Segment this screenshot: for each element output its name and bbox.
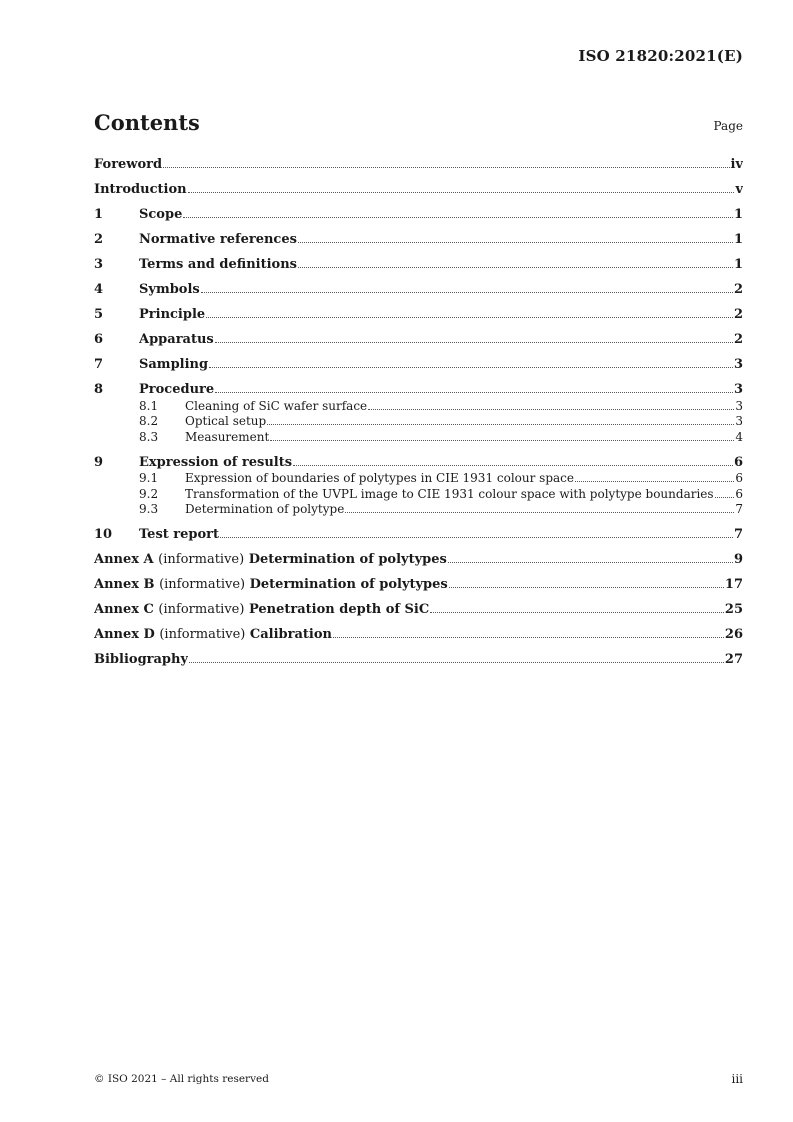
toc-subentry-9-2[interactable] bbox=[94, 487, 743, 503]
toc-entry-title: Introduction bbox=[94, 182, 187, 197]
clause-number: 3 bbox=[94, 257, 104, 272]
toc-entry-clause-9[interactable] bbox=[94, 453, 743, 472]
toc-subentry-page: 6 bbox=[735, 471, 743, 486]
toc-entry-page: 17 bbox=[724, 577, 743, 593]
toc-entry-page: 9 bbox=[733, 552, 743, 568]
toc-entry-page: 7 bbox=[733, 527, 743, 543]
annex-type: (informative) bbox=[158, 602, 245, 618]
toc-entry-clause-3[interactable] bbox=[94, 255, 743, 280]
toc-entry-title bbox=[94, 626, 332, 644]
clause-number: 10 bbox=[94, 527, 113, 543]
toc-subentry-8-3[interactable] bbox=[94, 430, 743, 453]
dot-leader bbox=[163, 166, 729, 168]
toc-entry-page: 1 bbox=[733, 207, 743, 222]
toc-entry-annex-d[interactable] bbox=[94, 625, 743, 650]
toc-subentry-9-1[interactable] bbox=[94, 471, 743, 487]
toc-entry-page: 3 bbox=[733, 382, 743, 397]
toc-entry-title: Bibliography bbox=[94, 652, 189, 668]
toc-entry-introduction[interactable] bbox=[94, 180, 743, 205]
subclause-number: 9.1 bbox=[139, 471, 159, 486]
dot-leader bbox=[188, 191, 735, 193]
clause-number: 4 bbox=[94, 282, 104, 297]
toc-entry-page: 2 bbox=[733, 307, 743, 322]
toc-entry-title bbox=[94, 601, 429, 619]
toc-entry-title: Principle bbox=[139, 307, 206, 322]
toc-entry-title: Scope bbox=[139, 207, 183, 222]
toc-entry-clause-2[interactable] bbox=[94, 230, 743, 255]
dot-leader bbox=[449, 586, 724, 588]
subclause-number: 8.2 bbox=[139, 414, 159, 429]
clause-number: 6 bbox=[94, 332, 104, 347]
toc-entry-page: 3 bbox=[733, 357, 743, 372]
toc-entry-annex-c[interactable] bbox=[94, 600, 743, 625]
toc-entry-title: Expression of results bbox=[139, 454, 293, 470]
annex-label: Annex A bbox=[94, 552, 154, 568]
toc-entry-title: Apparatus bbox=[139, 332, 214, 347]
subclause-number: 8.3 bbox=[139, 429, 159, 444]
toc-entry-page: iv bbox=[730, 157, 743, 172]
dot-leader bbox=[220, 536, 733, 538]
toc-entry-foreword[interactable] bbox=[94, 155, 743, 180]
toc-subentry-title: Expression of boundaries of polytypes in CIE 1931 colour space bbox=[185, 471, 574, 486]
annex-title: Penetration depth of SiC bbox=[248, 602, 430, 618]
toc-entry-page: 1 bbox=[733, 257, 743, 272]
annex-type: (informative) bbox=[159, 577, 246, 593]
dot-leader bbox=[448, 561, 733, 563]
annex-label: Annex C bbox=[94, 602, 154, 618]
toc-subentry-page: 3 bbox=[735, 414, 743, 429]
toc-entry-annex-b[interactable] bbox=[94, 575, 743, 600]
toc-entry-page: 26 bbox=[724, 627, 743, 643]
clause-number: 7 bbox=[94, 357, 104, 372]
dot-leader bbox=[209, 366, 733, 368]
subclause-number: 8.1 bbox=[139, 398, 159, 413]
toc-entry-page: 2 bbox=[733, 282, 743, 297]
toc-subentry-page: 7 bbox=[735, 502, 743, 517]
toc-entry-page: 6 bbox=[733, 454, 743, 470]
toc-entry-title: Normative references bbox=[139, 232, 297, 247]
toc-entry-title: Test report bbox=[139, 527, 220, 543]
toc-subentry-title: Optical setup bbox=[185, 414, 267, 429]
dot-leader bbox=[215, 341, 733, 343]
dot-leader bbox=[345, 511, 734, 513]
clause-number: 2 bbox=[94, 232, 104, 247]
dot-leader bbox=[298, 241, 733, 243]
toc-subentry-8-2[interactable] bbox=[94, 414, 743, 430]
toc-subentry-title: Measurement bbox=[185, 429, 270, 444]
dot-leader bbox=[430, 611, 724, 613]
annex-type: (informative) bbox=[159, 627, 246, 643]
toc-entry-clause-1[interactable] bbox=[94, 205, 743, 230]
toc-subentry-page: 4 bbox=[735, 429, 743, 444]
dot-leader bbox=[715, 496, 735, 498]
annex-label: Annex B bbox=[94, 577, 155, 593]
toc-entry-clause-6[interactable] bbox=[94, 330, 743, 355]
page-column-label: Page bbox=[713, 119, 743, 133]
annex-title: Determination of polytypes bbox=[248, 552, 447, 568]
toc-entry-title: Symbols bbox=[139, 282, 200, 297]
dot-leader bbox=[368, 408, 734, 410]
table-of-contents bbox=[94, 155, 743, 675]
toc-entry-annex-a[interactable] bbox=[94, 550, 743, 575]
toc-entry-page: 27 bbox=[724, 652, 743, 668]
annex-title: Determination of polytypes bbox=[249, 577, 448, 593]
dot-leader bbox=[267, 423, 734, 425]
dot-leader bbox=[206, 316, 733, 318]
toc-entry-title: Terms and definitions bbox=[139, 257, 297, 272]
toc-entry-clause-10[interactable] bbox=[94, 525, 743, 550]
dot-leader bbox=[293, 464, 733, 466]
dot-leader bbox=[183, 216, 733, 218]
toc-entry-title: Procedure bbox=[139, 382, 215, 397]
dot-leader bbox=[201, 291, 733, 293]
clause-number: 1 bbox=[94, 207, 104, 222]
toc-entry-page: 2 bbox=[733, 332, 743, 347]
dot-leader bbox=[298, 266, 733, 268]
copyright-notice: © ISO 2021 – All rights reserved bbox=[94, 1073, 269, 1085]
annex-label: Annex D bbox=[94, 627, 155, 643]
subclause-number: 9.2 bbox=[139, 486, 159, 501]
toc-subentry-9-3[interactable] bbox=[94, 502, 743, 525]
toc-entry-clause-7[interactable] bbox=[94, 355, 743, 380]
page-title: Contents bbox=[94, 110, 200, 135]
clause-number: 8 bbox=[94, 382, 104, 397]
toc-entry-clause-5[interactable] bbox=[94, 305, 743, 330]
toc-entry-title bbox=[94, 551, 447, 569]
toc-entry-page: 1 bbox=[733, 232, 743, 247]
toc-entry-title: Sampling bbox=[139, 357, 209, 372]
annex-title: Calibration bbox=[249, 627, 332, 643]
clause-number: 9 bbox=[94, 454, 104, 470]
dot-leader bbox=[575, 480, 734, 482]
dot-leader bbox=[333, 636, 724, 638]
toc-subentry-title: Determination of polytype bbox=[185, 502, 345, 517]
toc-subentry-page: 6 bbox=[735, 486, 743, 501]
subclause-number: 9.3 bbox=[139, 502, 159, 517]
toc-entry-clause-4[interactable] bbox=[94, 280, 743, 305]
toc-entry-clause-8[interactable] bbox=[94, 380, 743, 399]
toc-subentry-page: 3 bbox=[735, 398, 743, 413]
toc-subentry-8-1[interactable] bbox=[94, 399, 743, 415]
toc-subentry-title: Transformation of the UVPL image to CIE 1931 colour space with polytype boundaries bbox=[185, 486, 714, 501]
toc-entry-title bbox=[94, 576, 448, 594]
dot-leader bbox=[189, 661, 724, 663]
toc-subentry-title: Cleaning of SiC wafer surface bbox=[185, 398, 368, 413]
dot-leader bbox=[215, 391, 733, 393]
toc-entry-bibliography[interactable] bbox=[94, 650, 743, 675]
page-number: iii bbox=[731, 1072, 743, 1086]
toc-entry-page: v bbox=[735, 182, 743, 197]
toc-entry-title: Foreword bbox=[94, 157, 163, 172]
clause-number: 5 bbox=[94, 307, 104, 322]
toc-entry-page: 25 bbox=[724, 602, 743, 618]
dot-leader bbox=[270, 439, 734, 441]
document-reference: ISO 21820:2021(E) bbox=[578, 47, 743, 65]
annex-type: (informative) bbox=[158, 552, 245, 568]
